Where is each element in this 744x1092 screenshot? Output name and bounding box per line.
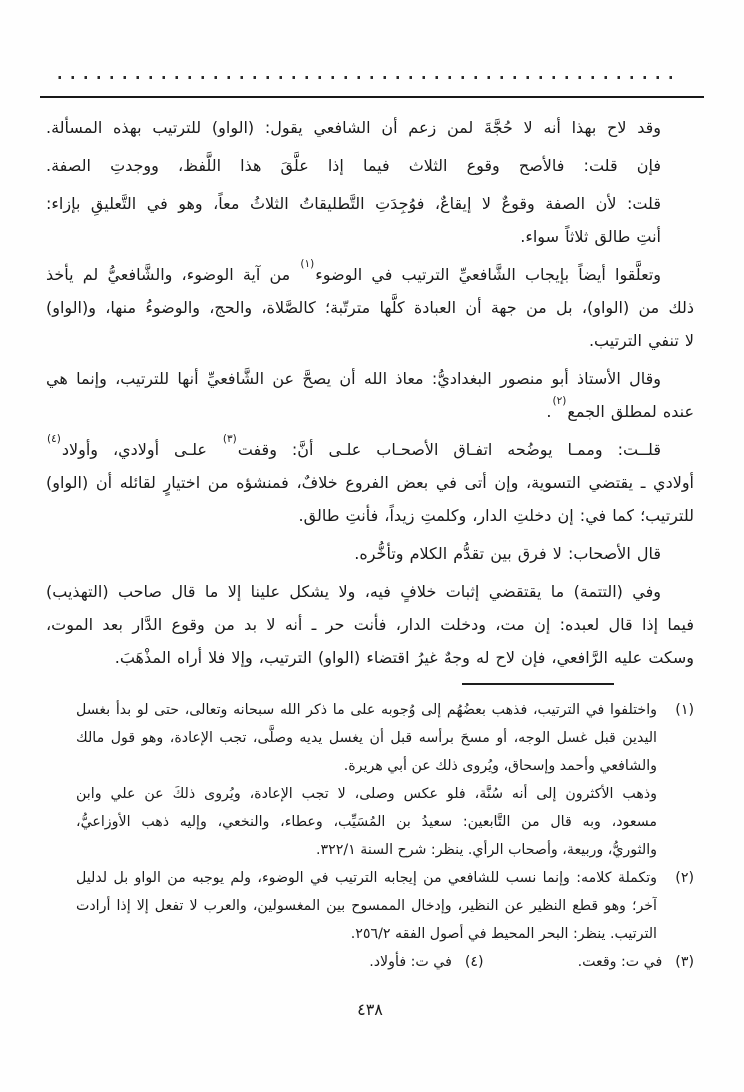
text-segment: والثوريُّ، وربيعة، وأصحاب الرأي. ينظر: شرح السنة ٣٢٢/١. xyxy=(315,842,657,859)
text-segment: ذلك من (الواو)، بل من جهة أن العبادة كلَّها مترتّبة؛ كالصَّلاة، والحج، والوضوءُ منها، و(الواو) xyxy=(46,298,694,318)
text-line xyxy=(46,466,694,499)
footnote-number: (١) xyxy=(675,702,694,719)
footnote xyxy=(76,696,694,864)
text-line xyxy=(46,149,694,182)
text-segment: للترتيب؛ كما في: إن دخلتِ الدار، وكلمتِ زيداً، فأنتِ طالق. xyxy=(298,506,694,526)
text-segment: علـى أولادي، وأولاد xyxy=(61,440,222,460)
dotted-rule xyxy=(56,76,672,79)
footnote-text: في ت: فأولاد. xyxy=(369,954,452,971)
header-rule xyxy=(40,96,704,98)
text-segment: الترتيب. ينظر: البحر المحيط في أصول الفقه ٢٥٦/٢. xyxy=(350,926,657,943)
footnote-line xyxy=(76,864,657,892)
text-segment: قال الأصحاب: لا فرق بين تقدُّم الكلام وتأخُّره. xyxy=(354,544,661,564)
footnote xyxy=(76,864,694,948)
footnote-line xyxy=(76,836,657,864)
paragraph xyxy=(46,537,694,570)
text-segment: وقال الأستاذ أبو منصور البغداديُّ: معاذ الله أن يصحَّ عن الشَّافعيِّ أنها للترتيب، وإنما هي xyxy=(46,369,661,389)
text-segment: أولادي ـ يقتضي التسوية، وإن أتى في بعض الفروع خلافٌ، فمنشؤه من اختيارٍ لقائله أن (الواو) xyxy=(46,473,694,493)
paragraph xyxy=(46,433,694,532)
text-segment: وتعلَّقوا أيضاً بإيجاب الشَّافعيِّ الترتيب في الوضوء xyxy=(315,265,661,285)
footnote-line xyxy=(76,724,657,752)
text-segment: لا تنفي الترتيب. xyxy=(588,331,694,351)
footnote-number: (٣) xyxy=(675,954,694,971)
text-segment: فإن قلت: فالأصح وقوع الثلاث فيما إذا علَّقَ هذا اللَّفظ، ووجدتِ الصفة. xyxy=(46,156,661,176)
text-segment: وسكت عليه الرَّافعي، فإن لاح له وجهٌ غيرُ اقتضاء (الواو) الترتيب، وإلا فلا أراه المذْهَبَ. xyxy=(114,648,694,668)
paragraph xyxy=(46,111,694,144)
text-line xyxy=(46,499,694,532)
text-line xyxy=(46,324,694,357)
text-segment: قلت: لأن الصفة وقوعٌ لا إيقاعٌ، فوُجِدَتِ التَّطليقاتُ الثلاثُ معاً، وهو في التَّعليقِ بإزاء: xyxy=(46,194,661,214)
text-segment: وقد لاح بهذا أنه لا حُجَّةَ لمن زعم أن الشافعي يقول: (الواو) للترتيب بهذه المسألة. xyxy=(46,118,661,138)
footnote-ref: (٤) xyxy=(47,433,61,446)
footnote-line xyxy=(76,920,657,948)
text-segment: والشافعي وأحمد وإسحاق، ويُروى ذلك عن أبي هريرة. xyxy=(343,758,657,775)
paragraph xyxy=(46,187,694,253)
text-segment: وذهب الأكثرون إلى أنه سُنَّة، فلو عكس وصلى، لا تجب الإعادة، ويُروى ذلكَ عن علي وابن xyxy=(76,786,657,803)
text-line xyxy=(46,395,694,428)
text-line xyxy=(46,111,694,144)
text-segment: وتكملة كلامه: وإنما نسب للشافعي من إيجابه الترتيب في الوضوء، ولم يوجبه من الواو بل لدليل xyxy=(76,870,657,887)
footnote-pair-row xyxy=(76,948,694,976)
text-segment: . xyxy=(546,402,552,422)
text-line xyxy=(46,433,694,466)
text-segment: مسعود، وبه قال من التَّابعين: سعيدُ بن المُسَيِّب، وعطاء، والنخعي، وإليه ذهب الأوزاعيُّ، xyxy=(76,814,657,831)
text-segment: من آية الوضوء، والشَّافعيُّ لم يأخذ xyxy=(46,265,300,285)
text-line xyxy=(46,291,694,324)
footnote-number: (٤) xyxy=(464,954,484,971)
text-segment: وفي (التتمة) ما يقتقضي إثبات خلافٍ فيه، ولا يشكل علينا إلا ما قال صاحب (التهذيب) xyxy=(46,582,661,602)
paragraph xyxy=(46,362,694,428)
text-line xyxy=(46,258,694,291)
footnote-ref: (١) xyxy=(300,258,315,271)
footnote-text: في ت: وقعت. xyxy=(577,954,663,971)
footnotes xyxy=(46,696,694,976)
text-segment: عنده لمطلق الجمع xyxy=(567,402,694,422)
footnote-line xyxy=(76,780,657,808)
text-segment: اليدين قبل غسل الوجه، أو مسحَ برأسه قبل أن يغسل يديه وصلَّى، تجب الإعادة، وهو قول مالك xyxy=(76,730,657,747)
text-line xyxy=(46,537,694,570)
text-segment: أنتِ طالق ثلاثاً سواء. xyxy=(520,227,661,247)
paragraph xyxy=(46,258,694,357)
text-line xyxy=(46,608,694,641)
text-line xyxy=(46,362,694,395)
footnote-ref: (٣) xyxy=(222,433,237,446)
text-segment: قلــت: وممـا يوضُحه اتفـاق الأصحـاب علـى أنَّ: وقفت xyxy=(237,440,661,460)
text-line xyxy=(46,187,694,220)
footnote xyxy=(369,948,483,976)
footnote-line xyxy=(76,808,657,836)
page-number: ٤٣٨ xyxy=(357,1000,383,1020)
paragraph xyxy=(46,149,694,182)
main-text xyxy=(46,111,694,674)
footnote-line xyxy=(76,892,657,920)
text-line xyxy=(46,220,694,253)
footnote-line xyxy=(76,752,657,780)
paragraph xyxy=(46,575,694,674)
footnote-ref: (٢) xyxy=(552,395,567,408)
footnotes-separator xyxy=(462,683,614,685)
text-segment: آخر؛ وهو قطع النظير عن النظير، وإدخال الممسوح بين المغسولين، والعرب لا تفعل إلا إذا أرادت xyxy=(76,898,657,915)
footnote xyxy=(578,948,694,976)
footnote-number: (٢) xyxy=(675,870,694,887)
text-segment: فيما إذا قال لعبده: إن مت، ودخلت الدار، فأنت حر ـ أنه لا بد من وقوع الدَّار بعد الموت، xyxy=(46,615,694,635)
text-segment: واختلفوا في الترتيب، فذهب بعضُهُم إلى وُجوبه على ما ذكر الله سبحانه وتعالى، حتى لو بدأ بغسل xyxy=(76,702,657,719)
text-line xyxy=(46,641,694,674)
text-line xyxy=(46,575,694,608)
footnote-line xyxy=(76,696,657,724)
